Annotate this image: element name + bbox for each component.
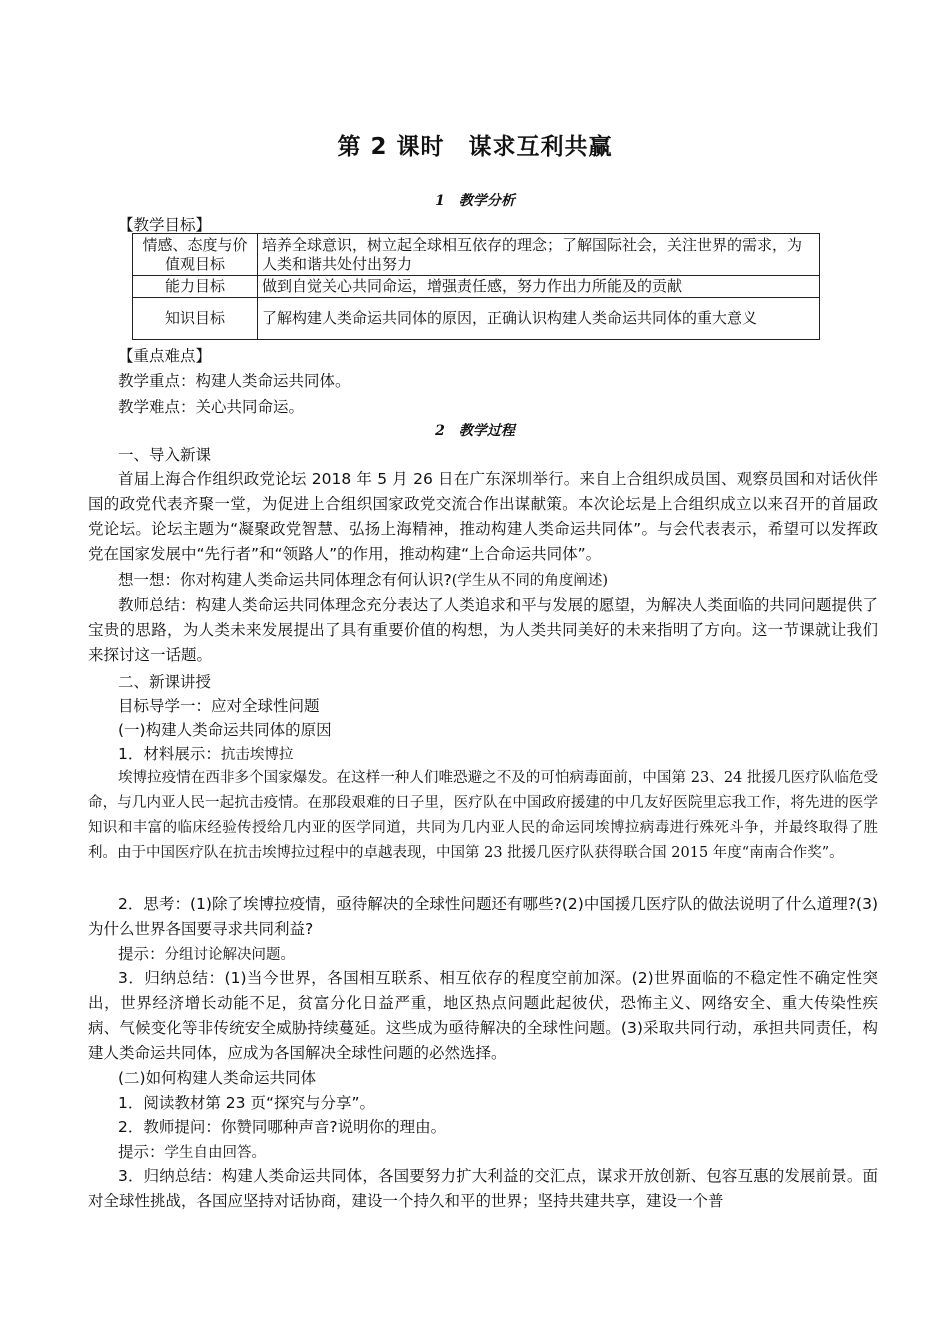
teaching-goals-table xyxy=(132,233,820,340)
hint-label: 提示： xyxy=(118,945,165,963)
read-item: 1．阅读教材第 23 页“探究与分享”。 xyxy=(118,1094,375,1112)
part-heading-intro: 一、导入新课 xyxy=(118,446,212,464)
material-paragraph: 埃博拉疫情在西非多个国家爆发。在这样一种人们唯恐避之不及的可怕病毒面前，中国第 23、24 批援几医疗队临危受命，与几内亚人民一起抗击疫情。在那段艰难的日子里，医疗队在中国政府援建的中几友好医院里忘我工作，将先进的医学知识和丰富的临床经验传授给几内亚的医学同道，共同为几内亚人民的命运同埃博拉病毒进行殊死斗争，并最终取得了胜利。由于中国医疗队在抗击埃博拉过程中的卓越表现，中国第 23 批援几医疗队获得联合国 2015 年度“南南合作奖”。 xyxy=(88,770,878,861)
summary-paragraph: 3．归纳总结：(1)当今世界，各国相互联系、相互依存的程度空前加深。(2)世界面临的不稳定性不确定性突出，世界经济增长动能不足，贫富分化日益严重，地区热点问题此起彼伏，恐怖主义、网络安全、重大传染性疾病、气候变化等非传统安全威胁持续蔓延。这些成为亟待解决的全球性问题。(3)采取共同行动，承担共同责任，构建人类命运共同体，应成为各国解决全球性问题的必然选择。 xyxy=(88,969,878,1062)
think-question: 想一想：你对构建人类命运共同体理念有何认识? xyxy=(118,571,452,589)
difficult-point: 教学难点：关心共同命运。 xyxy=(118,398,305,416)
hint-label: 提示： xyxy=(118,1143,165,1161)
think-questions-paragraph: 2．思考：(1)除了埃博拉疫情，亟待解决的全球性问题还有哪些?(2)中国援几医疗队的做法说明了什么道理?(3)为什么世界各国要寻求共同利益? xyxy=(88,895,878,938)
material-line xyxy=(118,742,293,764)
goal-key: 能力目标 xyxy=(133,276,258,298)
subheading-reasons: (一)构建人类命运共同体的原因 xyxy=(118,721,332,739)
table-row xyxy=(133,298,820,340)
table-row xyxy=(133,276,820,298)
goal-value: 做到自觉关心共同命运，增强责任感，努力作出力所能及的贡献 xyxy=(258,276,820,298)
lesson-title: 第 2 课时 谋求互利共赢 xyxy=(337,134,613,160)
intro-paragraph: 首届上海合作组织政党论坛 2018 年 5 月 26 日在广东深圳举行。来自上合组织成员国、观察员国和对话伙伴国的政党代表齐聚一堂，为促进上合组织国家政党交流合作出谋献策。本次论坛是上合组织成立以来召开的首届政党论坛。论坛主题为“凝聚政党智慧、弘扬上海精神，推动构建人类命运共同体”。与会代表表示，希望可以发挥政党在国家发展中“先行者”和“领路人”的作用，推动构建“上合命运共同体”。 xyxy=(88,470,878,563)
subheading-how: (二)如何构建人类命运共同体 xyxy=(118,1069,317,1087)
goal-key: 知识目标 xyxy=(133,298,258,340)
material-label: 1．材料展示： xyxy=(118,745,221,763)
hint-line xyxy=(118,942,295,964)
goal-key: 情感、态度与价值观目标 xyxy=(133,234,258,276)
think-line xyxy=(118,568,608,590)
ask-item: 2．教师提问：你赞同哪种声音?说明你的理由。 xyxy=(118,1118,447,1136)
material-title: 抗击埃博拉 xyxy=(220,747,294,763)
goal-heading: 目标导学一：应对全球性问题 xyxy=(118,697,320,715)
hint-text: 分组讨论解决问题。 xyxy=(164,947,296,963)
section-heading-process: 2 教学过程 xyxy=(435,423,515,439)
part-heading-new: 二、新课讲授 xyxy=(118,673,212,691)
key-points-header: 【重点难点】 xyxy=(118,347,212,365)
hint-line-2 xyxy=(118,1140,266,1162)
teacher-summary-paragraph: 教师总结：构建人类命运共同体理念充分表达了人类追求和平与发展的愿望，为解决人类面临的共同问题提供了宝贵的思路，为人类未来发展提出了具有重要价值的构想，为人类共同美好的未来指明了方向。这一节课就让我们来探讨这一话题。 xyxy=(88,596,878,664)
final-summary-paragraph: 3．归纳总结：构建人类命运共同体，各国要努力扩大利益的交汇点，谋求开放创新、包容互惠的发展前景。面对全球性挑战，各国应坚持对话协商，建设一个持久和平的世界；坚持共建共享，建设一个普 xyxy=(88,1167,878,1210)
table-row xyxy=(133,234,820,276)
key-point: 教学重点：构建人类命运共同体。 xyxy=(118,372,351,390)
goal-value: 了解构建人类命运共同体的原因，正确认识构建人类命运共同体的重大意义 xyxy=(258,298,820,340)
goals-header: 【教学目标】 xyxy=(118,216,212,234)
hint-text: 学生自由回答。 xyxy=(164,1145,267,1161)
goal-value: 培养全球意识，树立起全球相互依存的理念；了解国际社会，关注世界的需求，为人类和谐共处付出努力 xyxy=(258,234,820,276)
section-heading-analysis: 1 教学分析 xyxy=(435,193,515,209)
think-hint: (学生从不同的角度阐述) xyxy=(451,573,609,589)
